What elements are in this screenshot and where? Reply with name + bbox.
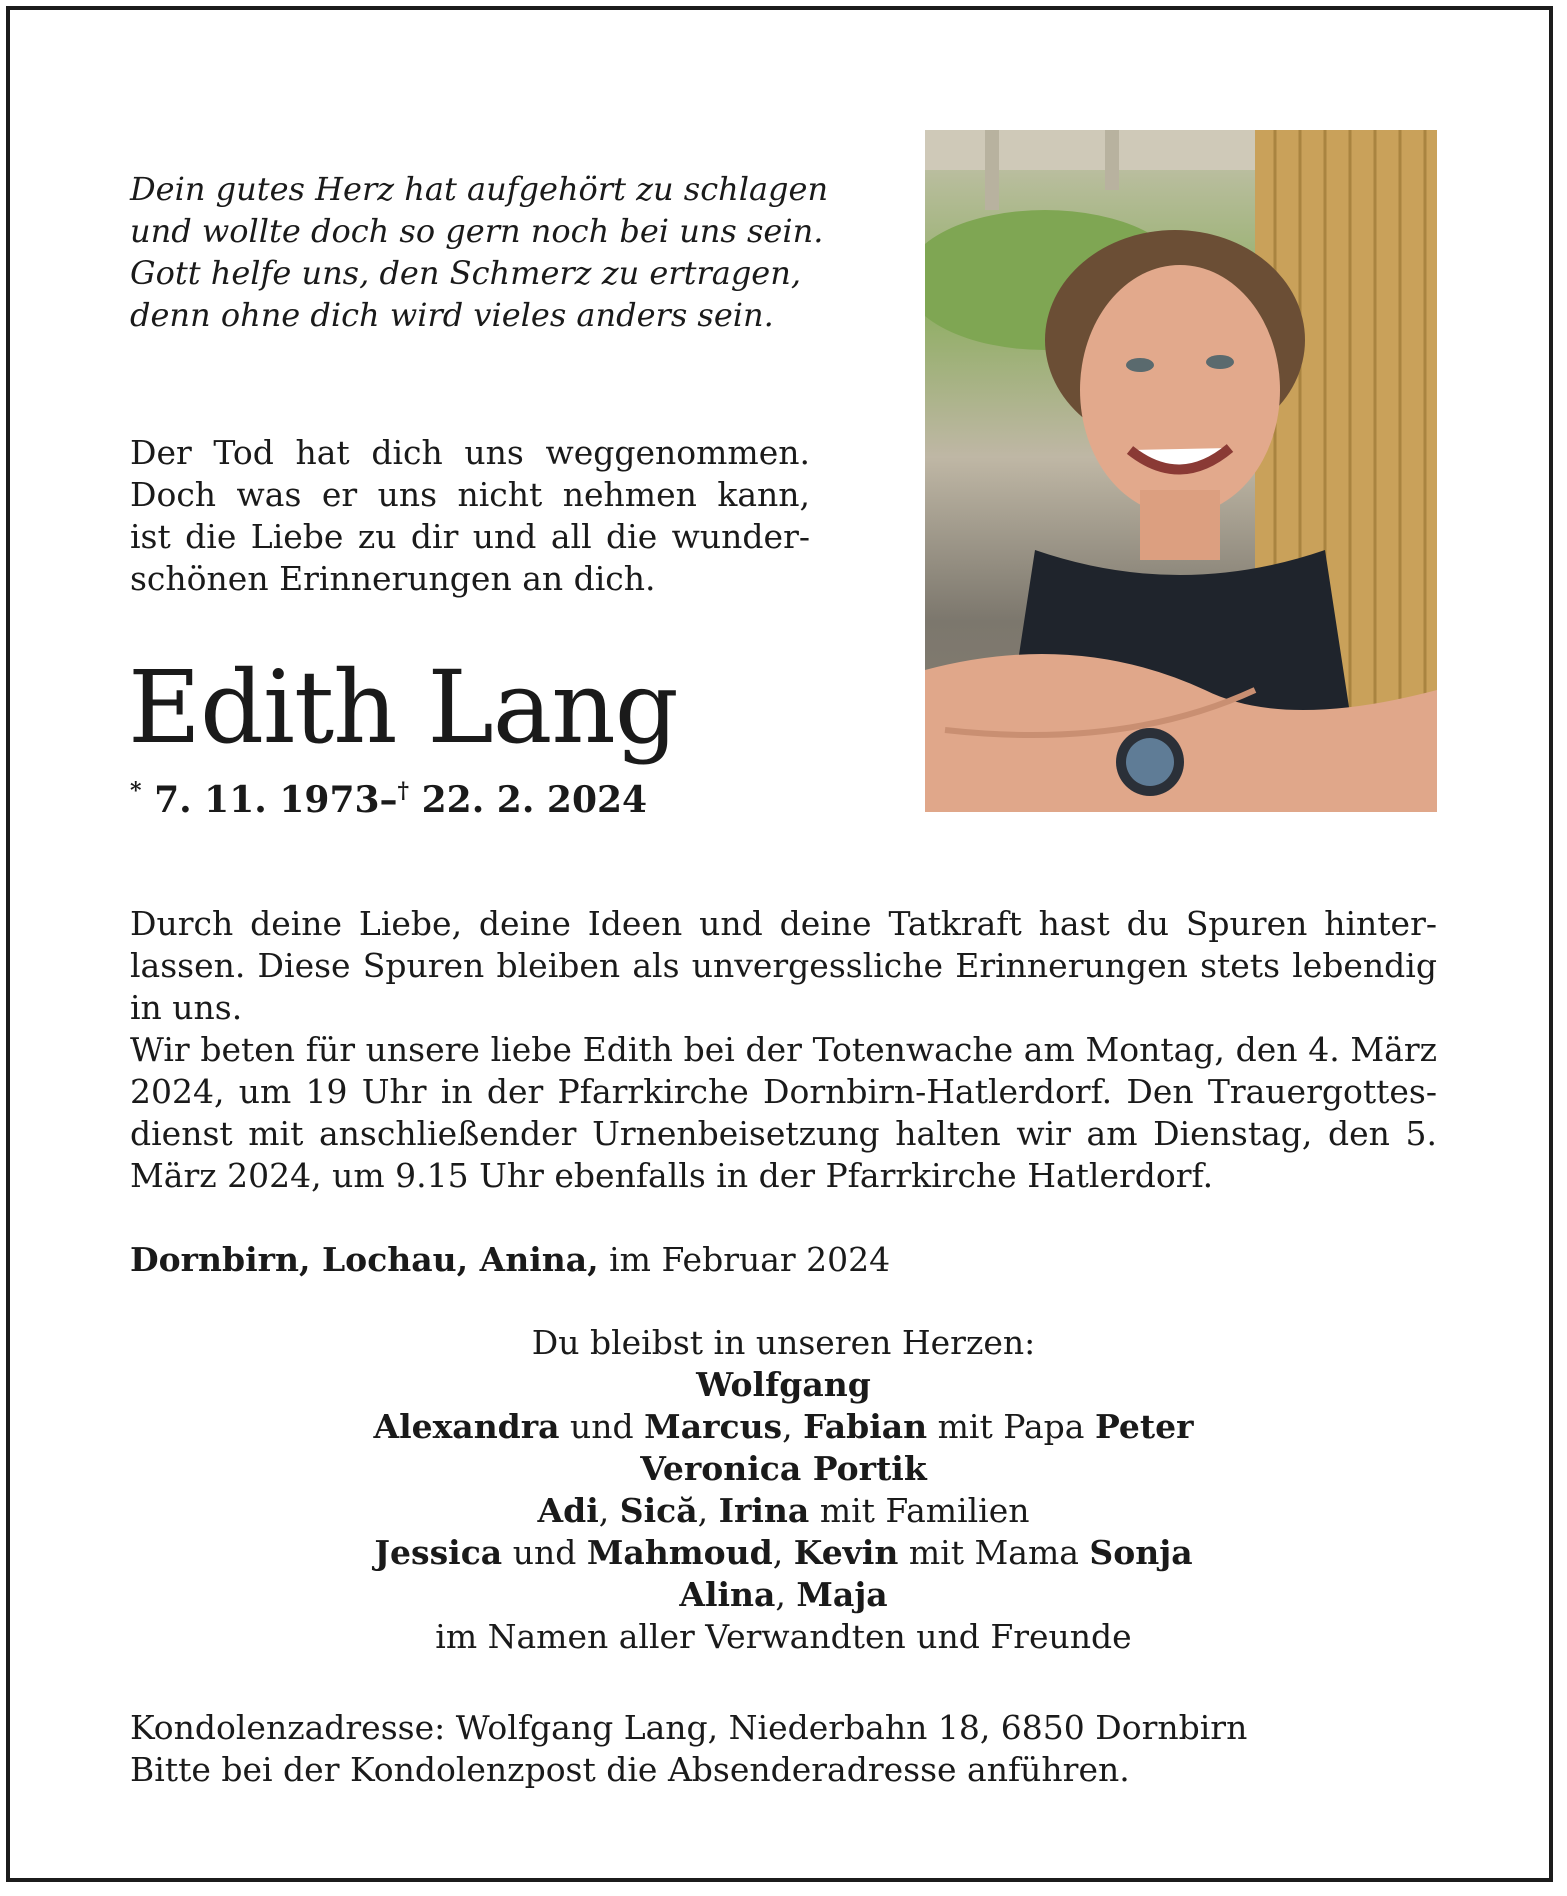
- survivor-name: Maja: [796, 1575, 888, 1614]
- survivor-name: Kevin: [793, 1533, 899, 1572]
- place-date-line: [130, 1240, 890, 1279]
- comma: ,: [772, 1533, 784, 1572]
- connector: mit Mama: [908, 1533, 1079, 1572]
- comma: ,: [782, 1407, 793, 1446]
- verse-line: ist die Liebe zu dir und all die wunder-: [130, 517, 810, 556]
- verse-line: schönen Erinnerungen an dich.: [130, 559, 656, 598]
- survivor-name: Adi: [537, 1491, 599, 1530]
- connector: und: [570, 1407, 634, 1446]
- paragraph: Wir beten für unsere liebe Edith bei der Totenwache am Montag, den 4. März 2024, um 19 Uhr in der Pfarrkirche Dornbirn-Hatlerdorf. Den Trauergottes-dienst mit anschließender Urnenbeisetzung halten wir am Dienstag, den 5. März 2024, um 9.15 Uhr ebenfalls in der Pfarrkirche Hatlerdorf.: [130, 1030, 1437, 1195]
- verse-line: Der Tod hat dich uns weggenommen.: [130, 433, 810, 472]
- portrait-photo: [925, 130, 1437, 812]
- survivor-name: Mahmoud: [586, 1533, 773, 1572]
- verse-line: Dein gutes Herz hat aufgehört zu schlagen: [130, 170, 829, 208]
- verse-italic: [130, 168, 830, 336]
- survivors-closing: im Namen aller Verwandten und Freunde: [435, 1617, 1132, 1656]
- death-symbol: †: [397, 778, 410, 804]
- survivor-name: Wolfgang: [696, 1365, 871, 1404]
- verse-line: und wollte doch so gern noch bei uns sein.: [130, 212, 824, 250]
- condolence-address: Kondolenzadresse: Wolfgang Lang, Niederbahn 18, 6850 Dornbirn: [130, 1708, 1248, 1747]
- survivor-name: Alexandra: [373, 1407, 560, 1446]
- paragraph: Durch deine Liebe, deine Ideen und deine Tatkraft hast du Spuren hinter-lassen. Diese Spuren bleiben als unvergessliche Erinnerungen stets lebendig in uns.: [130, 904, 1437, 1027]
- birth-date: 7. 11. 1973: [154, 779, 380, 821]
- verse-regular: [130, 432, 810, 600]
- comma: ,: [775, 1575, 786, 1614]
- survivor-line: [130, 1448, 1437, 1490]
- survivor-name: Irina: [718, 1491, 810, 1530]
- survivor-line: [130, 1490, 1437, 1532]
- survivor-line: [130, 1364, 1437, 1406]
- comma: ,: [697, 1491, 709, 1530]
- month-date: im Februar 2024: [609, 1240, 891, 1279]
- survivor-name: Veronica Portik: [640, 1449, 927, 1488]
- survivor-name: Fabian: [803, 1407, 928, 1446]
- survivors-block: [130, 1322, 1437, 1658]
- date-dash: –: [379, 779, 398, 821]
- survivor-name: Peter: [1094, 1407, 1194, 1446]
- verse-line: Doch was er uns nicht nehmen kann,: [130, 475, 810, 514]
- condolence-contact: [130, 1707, 1437, 1791]
- connector: mit Papa: [937, 1407, 1085, 1446]
- condolence-note: Bitte bei der Kondolenzpost die Absenderadresse anführen.: [130, 1750, 1130, 1789]
- announcement-text: [130, 903, 1437, 1197]
- deceased-name: Edith Lang: [128, 649, 678, 766]
- places: Dornbirn, Lochau, Anina,: [130, 1240, 599, 1279]
- birth-symbol: *: [130, 778, 142, 804]
- comma: ,: [598, 1491, 610, 1530]
- verse-line: Gott helfe uns, den Schmerz zu ertragen,: [130, 254, 802, 292]
- survivor-name: Alina: [679, 1575, 776, 1614]
- survivor-name: Jessica: [374, 1533, 503, 1572]
- survivor-name: Sică: [619, 1491, 698, 1530]
- life-dates: [130, 778, 647, 821]
- death-date: 22. 2. 2024: [421, 779, 648, 821]
- survivors-intro: Du bleibst in unseren Herzen:: [531, 1323, 1036, 1362]
- connector: und: [512, 1533, 577, 1572]
- survivor-line: [130, 1574, 1437, 1616]
- survivor-name: Marcus: [644, 1407, 783, 1446]
- survivor-name: Sonja: [1089, 1533, 1193, 1572]
- survivor-line: [130, 1532, 1437, 1574]
- survivor-line: [130, 1406, 1437, 1448]
- verse-line: denn ohne dich wird vieles anders sein.: [130, 296, 774, 334]
- connector: mit Familien: [819, 1491, 1030, 1530]
